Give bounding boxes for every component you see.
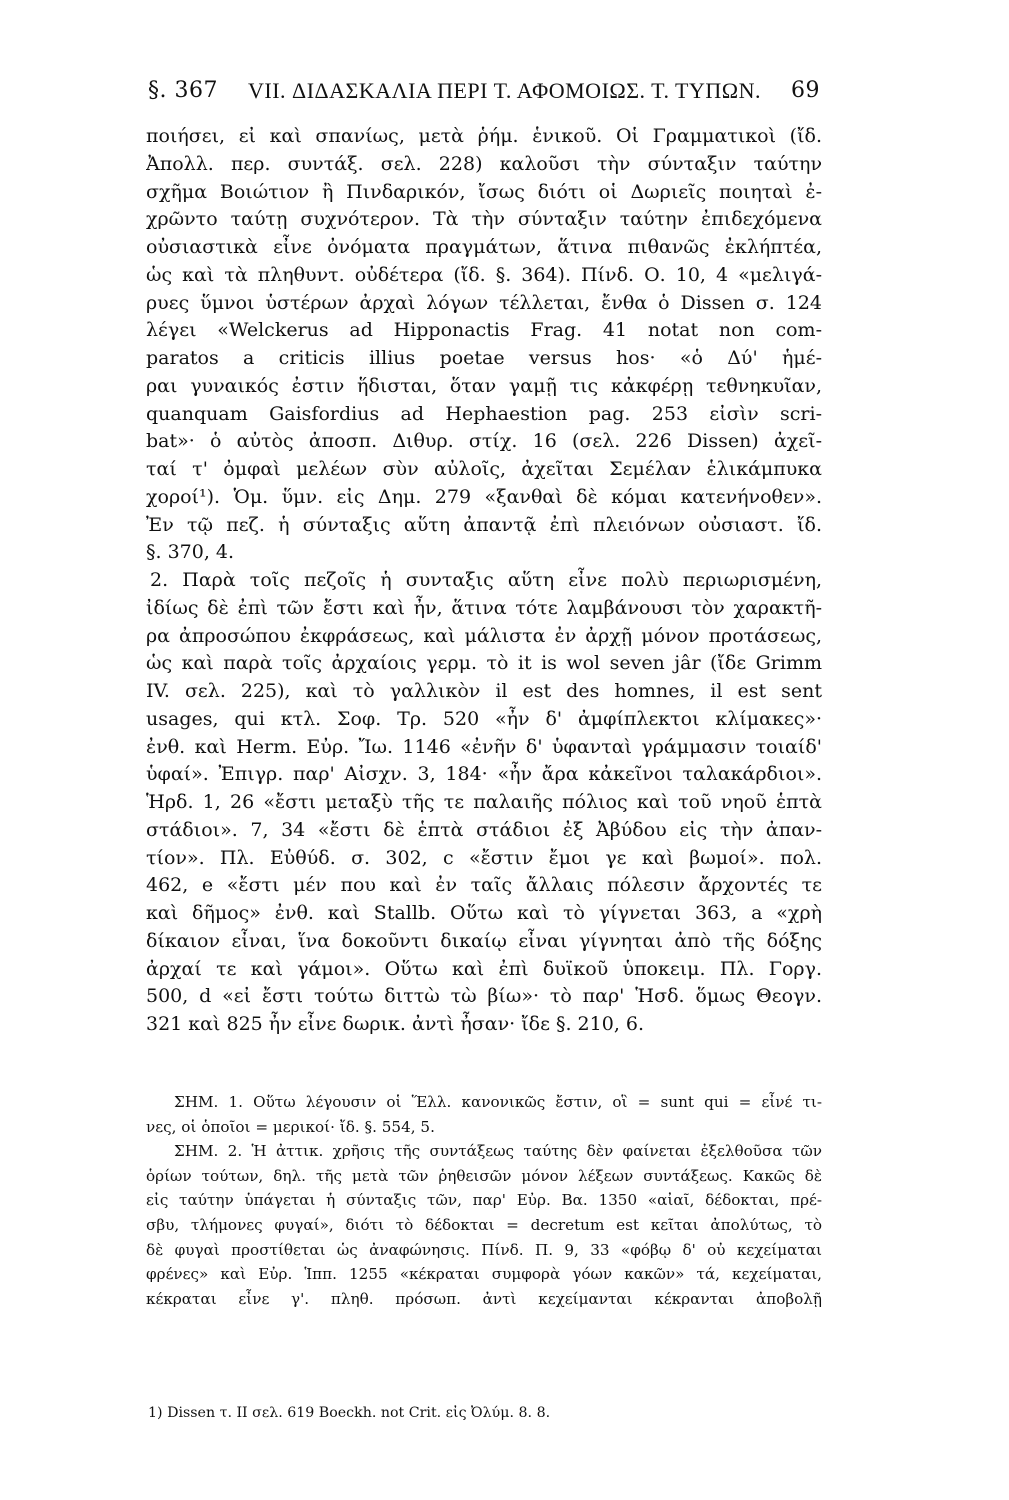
text-line: τίον». Πλ. Εὐθύδ. σ. 302, c «ἔστιν ἔμοι γε καὶ βωμοί». πολ. xyxy=(146,846,822,869)
text-line: Ἐν τῷ πεζ. ἡ σύνταξις αὕτη ἀπαντᾷ ἐπὶ πλειόνων οὐσιαστ. ἴδ. xyxy=(146,513,822,536)
text-line: ὡς καὶ παρὰ τοῖς ἀρχαίοις γερμ. τὸ it is wol seven jâr (ἴδε Grimm xyxy=(146,652,822,675)
text-line: ἰδίως δὲ ἐπὶ τῶν ἔστι καὶ ἦν, ἅτινα τότε λαμβάνουσι τὸν χαρακτῆ- xyxy=(146,596,822,619)
text-line: δίκαιον εἶναι, ἵνα δοκοῦντι δικαίῳ εἶναι γίγνηται ἀπὸ τῆς δόξης xyxy=(146,929,822,952)
text-line: ραι γυναικός ἐστιν ἥδισται, ὅταν γαμῇ τις κἀκφέρῃ τεθνηκυῖαν, xyxy=(146,374,822,397)
text-line: paratos a criticis illius poetae versus hos· «ὁ Δύ' ἡμέ- xyxy=(146,347,822,369)
text-line: usages, qui κτλ. Σοφ. Τρ. 520 «ἦν δ' ἀμφίπλεκτοι κλίμακες»· xyxy=(146,707,822,730)
text-line: 462, e «ἔστι μέν που καὶ ἐν ταῖς ἄλλαις πόλεσιν ἄρχοντές τε xyxy=(146,874,822,897)
running-header xyxy=(148,78,820,112)
text-line: ρυες ὕμνοι ὑστέρων ἀρχαὶ λόγων τέλλεται, ἔνθα ὁ Dissen σ. 124 xyxy=(146,291,822,314)
text-line: ρα ἀπροσώπου ἐκφράσεως, καὶ μάλιστα ἐν ἀρχῇ μόνον προτάσεως, xyxy=(146,624,822,647)
text-line: σχῆμα Βοιώτιον ἢ Πινδαρικόν, ἴσως διότι οἱ Δωριεῖς ποιηταὶ ἐ- xyxy=(146,180,822,203)
text-line: στάδιοι». 7, 34 «ἔστι δὲ ἑπτὰ στάδιοι ἐξ Ἀβύδου εἰς τὴν ἀπαν- xyxy=(146,818,822,841)
text-line: χοροί¹). Ὁμ. ὕμν. εἰς Δημ. 279 «ξανθαὶ δὲ κόμαι κατενήνοθεν». xyxy=(146,485,822,508)
remark-line: ΣΗΜ. 2. Ἡ ἀττικ. χρῆσις τῆς συντάξεως ταύτης δὲν φαίνεται ἐξελθοῦσα τῶν xyxy=(174,1142,822,1161)
text-line: ταί τ' ὀμφαὶ μελέων σὺν αὐλοῖς, ἀχεῖται Σεμέλαν ἑλικάμπυκα xyxy=(146,458,822,480)
remark-line: κέκραται εἶνε γ'. πληθ. πρόσωπ. ἀντὶ κεχείμανται κέκρανται ἀποβολῇ xyxy=(146,1289,822,1308)
text-line: 321 καὶ 825 ἦν εἶνε δωρικ. ἀντὶ ἦσαν· ἴδε §. 210, 6. xyxy=(146,1013,645,1035)
text-line: Ἀπολλ. περ. συντάξ. σελ. 228) καλοῦσι τὴν σύνταξιν ταύτην xyxy=(146,152,822,175)
text-line: quanquam Gaisfordius ad Hephaestion pag. 253 εἰσὶν scri- xyxy=(146,402,822,425)
text-line: καὶ δῆμος» ἐνθ. καὶ Stallb. Οὕτω καὶ τὸ γίγνεται 363, a «χρὴ xyxy=(146,902,822,924)
page-number: 69 xyxy=(791,78,820,103)
text-line: οὐσιαστικὰ εἶνε ὀνόματα πραγμάτων, ἅτινα πιθανῶς ἐκλήπτέα, xyxy=(146,236,822,258)
footnote xyxy=(146,1402,822,1424)
remark-line: ΣΗΜ. 1. Οὕτω λέγουσιν οἱ Ἕλλ. κανονικῶς ἔστιν, οἳ = sunt qui = εἶνέ τι- xyxy=(174,1093,822,1111)
remark-line: ὁρίων τούτων, δηλ. τῆς μετὰ τῶν ῥηθεισῶν μόνον λέξεων συντάξεως. Κακῶς δὲ xyxy=(146,1166,822,1185)
main-text xyxy=(146,123,822,1039)
paragraph-start-line: 2. Παρὰ τοῖς πεζοῖς ἡ συνταξις αὕτη εἶνε πολὺ περιωρισμένη, xyxy=(150,569,822,591)
text-line: 500, d «εἰ ἔστι τούτω διττὼ τὼ βίω»· τὸ παρ' Ἡσδ. ὅμως Θεογν. xyxy=(146,985,822,1008)
text-line: ἀρχαί τε καὶ γάμοι». Οὕτω καὶ ἐπὶ δυϊκοῦ ὑποκειμ. Πλ. Γοργ. xyxy=(146,957,822,980)
remark-line: σβυ, τλήμονες φυγαί», διότι τὸ δέδοκται = decretum est κεῖται ἀπολύτως, τὸ xyxy=(146,1215,822,1234)
footnote-line: 1) Dissen τ. II σελ. 619 Boeckh. not Crit. εἰς Ὀλύμ. 8. 8. xyxy=(148,1405,551,1421)
text-line: χρῶντο ταύτῃ συχνότερον. Τὰ τὴν σύνταξιν ταύτην ἐπιδεχόμενα xyxy=(146,208,822,231)
text-line: IV. σελ. 225), καὶ τὸ γαλλικὸν il est des homnes, il est sent xyxy=(146,680,822,702)
remark-line: νες, οἱ ὁποῖοι = μερικοί· ἴδ. §. 554, 5. xyxy=(146,1117,435,1136)
text-line: §. 370, 4. xyxy=(146,541,235,564)
text-line: bat»· ὁ αὐτὸς ἀποσπ. Διθυρ. στίχ. 16 (σελ. 226 Dissen) ἀχεῖ- xyxy=(146,430,822,453)
remark-line: δὲ φυγαὶ προστίθεται ὡς ἀναφώνησις. Πίνδ. Π. 9, 33 «φόβῳ δ' οὐ κεχείμαται xyxy=(146,1240,822,1259)
remark-line: εἰς ταύτην ὑπάγεται ἡ σύνταξις τῶν, παρ' Εὐρ. Βα. 1350 «αἰαῖ, δέδοκται, πρέ- xyxy=(146,1191,822,1210)
text-line: ὑφαί». Ἐπιγρ. παρ' Αἰσχν. 3, 184· «ἦν ἄρα κἀκεῖνοι ταλακάρδιοι». xyxy=(146,763,822,786)
section-reference: §. 367 xyxy=(148,78,218,103)
text-line: ποιήσει, εἰ καὶ σπανίως, μετὰ ῥήμ. ἑνικοῦ. Οἱ Γραμματικοὶ (ἴδ. xyxy=(146,125,822,147)
text-line: ὡς καὶ τὰ πληθυντ. οὐδέτερα (ἴδ. §. 364). Πίνδ. Ο. 10, 4 «μελιγά- xyxy=(146,263,822,286)
remarks xyxy=(146,1090,822,1311)
text-line: λέγει «Welckerus ad Hipponactis Frag. 41 notat non com- xyxy=(146,319,822,342)
remark-line: φρένες» καὶ Εὐρ. Ἱππ. 1255 «κέκραται συμφορὰ γόων κακῶν» τά, κεχείμαται, xyxy=(146,1265,822,1284)
text-line: ἐνθ. καὶ Herm. Εὐρ. Ἴω. 1146 «ἐνῆν δ' ὑφανταὶ γράμμασιν τοιαίδ' xyxy=(146,735,822,758)
chapter-title: VII. ΔΙΔΑΣΚΑΛΙΑ ΠΕΡΙ Τ. ΑΦΟΜΟΙΩΣ. Τ. ΤΥΠΩΝ. xyxy=(248,78,762,103)
text-line: Ἡρδ. 1, 26 «ἔστι μεταξὺ τῆς τε παλαιῆς πόλιος καὶ τοῦ νηοῦ ἑπτὰ xyxy=(146,791,822,813)
